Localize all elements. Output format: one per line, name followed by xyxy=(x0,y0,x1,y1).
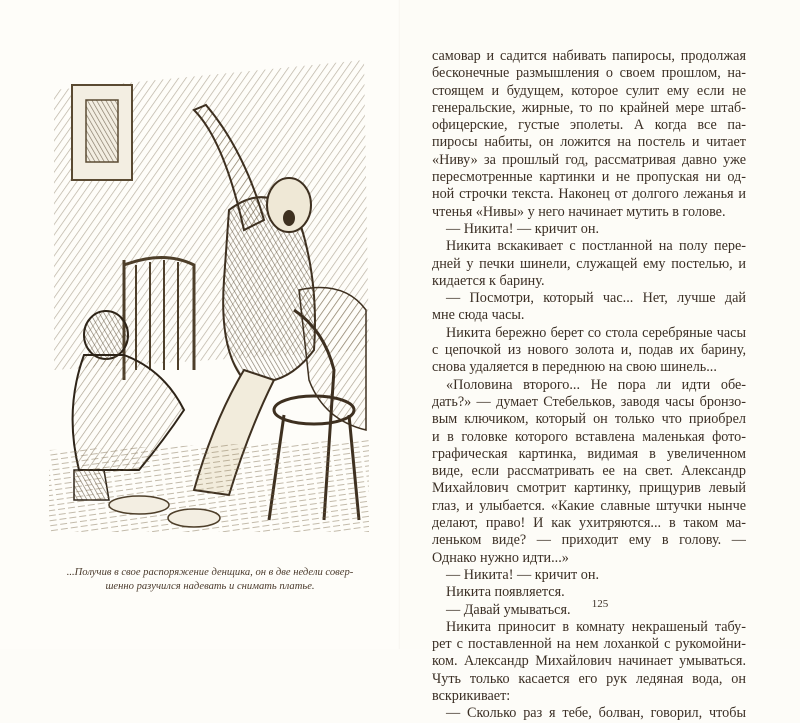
text-line: — Давай умываться. xyxy=(446,601,571,618)
text-line: — Никита! — кричит он. xyxy=(446,220,600,237)
text-line: — Никита! — кричит он. xyxy=(446,566,600,583)
text-line: мне сюда часы. xyxy=(432,307,525,324)
text-line: Никита вскакивает с постланной на полу пере- xyxy=(446,238,746,255)
text-line: виде, если рассматривать ее на свет. Александр xyxy=(432,463,746,480)
text-line: леньком виде? — приходит ему в голову. — xyxy=(432,532,746,549)
text-line: Никита приносит в комнату некрашеный табу- xyxy=(446,618,746,635)
text-line: Никита бережно берет со стола серебряные часы xyxy=(446,324,746,341)
right-page xyxy=(400,0,800,722)
text-line: Чуть только касается его рук ледяная вода, он xyxy=(432,670,746,687)
text-line: «Половина второго... Не пора ли идти обе- xyxy=(446,376,746,393)
illustration-image xyxy=(44,50,374,532)
text-line: Однако нужно идти...» xyxy=(432,549,569,566)
engraving-illustration xyxy=(44,50,374,532)
text-line: делают, право! И как ухитряются... в таком ма- xyxy=(432,515,746,532)
text-line: рет с поставленной на нем лоханкой с рукомойни- xyxy=(432,636,746,653)
text-line: ком. Александр Михайлович начинает умываться. xyxy=(432,653,746,670)
text-line: Михайлович смотрит картинку, прищурив левый xyxy=(432,480,746,497)
text-line: графическая картинка, видимая в увеличенном xyxy=(432,445,746,462)
text-line: Никита появляется. xyxy=(446,584,565,601)
text-line: офицерские, густые эполеты. А когда все па- xyxy=(432,117,746,134)
text-line: дать?» — думает Стебельков, заводя часы бронзо- xyxy=(432,393,746,410)
text-line: — Сколько раз я тебе, болван, говорил, чтобы xyxy=(446,705,746,722)
text-line: кидается к барину. xyxy=(432,272,545,289)
text-line: «Ниву» за прошлый год, рассматривая давно уже xyxy=(432,151,746,168)
text-line: глаз, и улыбается. «Какие славные штучки нынче xyxy=(432,497,746,514)
left-page xyxy=(0,0,400,649)
text-line: ной строчки текста. Наконец от долгого лежанья и xyxy=(432,186,746,203)
text-line: вым ключиком, который он только что приобрел xyxy=(432,411,746,428)
text-line: чтенья «Нивы» у него начинает мутить в голове. xyxy=(432,203,726,220)
text-line: снова удаляется в переднюю на свою шинель... xyxy=(432,359,717,376)
text-line: пиросы набиты, он ложится на постель и читает xyxy=(432,134,746,151)
body-text xyxy=(432,48,746,723)
text-line: с цепочкой из нового золота и, подав их барину, xyxy=(432,342,746,359)
text-line: и в головке которого вставлена маленькая фото- xyxy=(432,428,746,445)
text-line: пересмотренные картинки и не пропуская ни од- xyxy=(432,169,746,186)
caption-line: шенно разучился надевать и снимать платье. xyxy=(105,581,315,592)
caption-line: ...Получив в свое распоряжение денщика, он в две недели совер- xyxy=(66,567,354,578)
text-line: самовар и садится набивать папиросы, продолжая xyxy=(432,48,746,64)
text-line: генеральские, жирные, то по крайней мере штаб- xyxy=(432,99,746,116)
text-line: дней у печки шинели, служащей ему постелью, и xyxy=(432,255,746,272)
illustration-caption xyxy=(40,566,380,594)
text-line: вскрикивает: xyxy=(432,687,511,704)
text-line: — Посмотри, который час... Нет, лучше дай xyxy=(446,290,746,307)
text-line: бесконечные размышления о своем прошлом, на- xyxy=(432,65,746,82)
text-line: стоящем и будущем, которое сулит ему если не xyxy=(432,82,746,99)
page-number: 125 xyxy=(591,598,609,610)
